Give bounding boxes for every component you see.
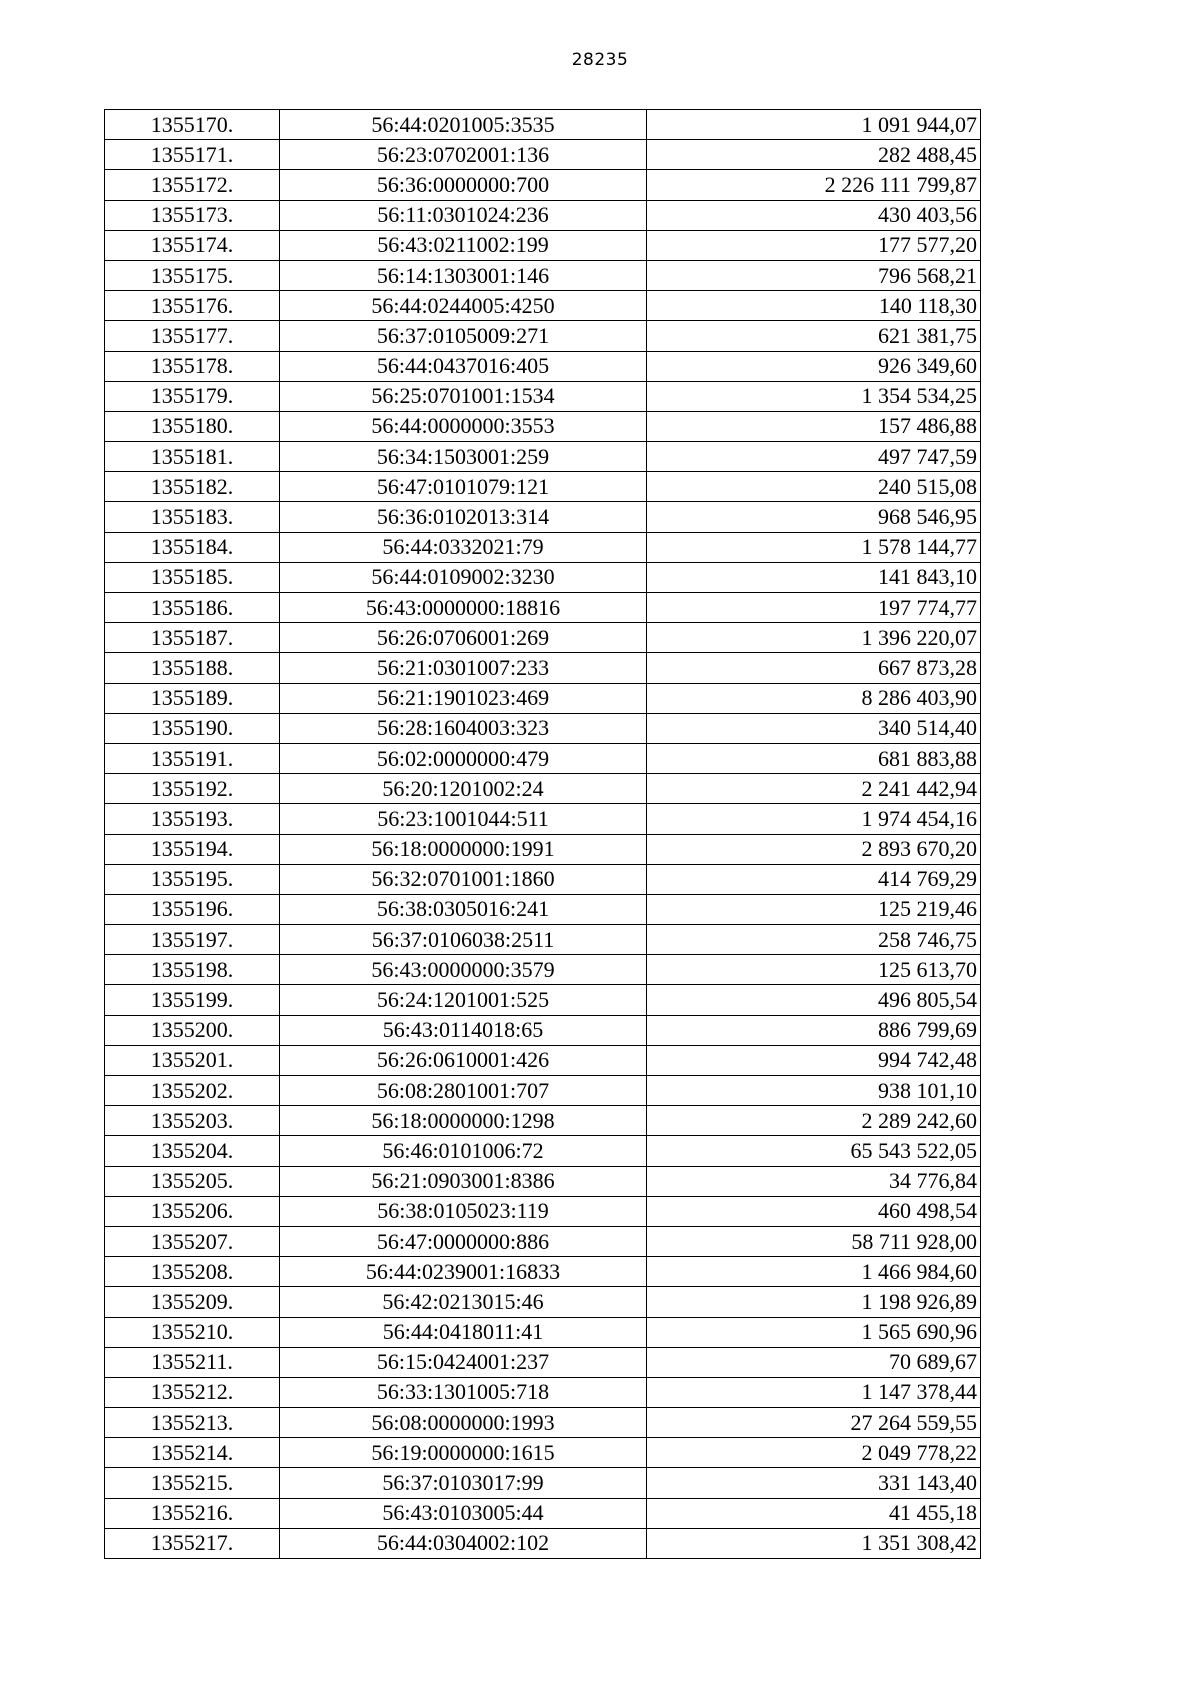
row-number-cell: 1355214.: [105, 1438, 280, 1468]
table-row: [105, 804, 981, 834]
table-row: [105, 291, 981, 321]
value-cell: 2 241 442,94: [647, 774, 981, 804]
row-number-cell: 1355195.: [105, 864, 280, 894]
cadastral-number-cell: 56:44:0304002:102: [280, 1528, 647, 1558]
table-row: [105, 1408, 981, 1438]
value-cell: 2 049 778,22: [647, 1438, 981, 1468]
row-number-cell: 1355205.: [105, 1166, 280, 1196]
value-cell: 258 746,75: [647, 925, 981, 955]
cadastral-number-cell: 56:32:0701001:1860: [280, 864, 647, 894]
table-row: [105, 1347, 981, 1377]
row-number-cell: 1355183.: [105, 502, 280, 532]
value-cell: 2 893 670,20: [647, 834, 981, 864]
value-cell: 2 289 242,60: [647, 1106, 981, 1136]
row-number-cell: 1355194.: [105, 834, 280, 864]
value-cell: 197 774,77: [647, 593, 981, 623]
cadastral-number-cell: 56:28:1604003:323: [280, 713, 647, 743]
row-number-cell: 1355186.: [105, 593, 280, 623]
row-number-cell: 1355197.: [105, 925, 280, 955]
cadastral-number-cell: 56:21:0301007:233: [280, 653, 647, 683]
cadastral-number-cell: 56:44:0109002:3230: [280, 562, 647, 592]
page-number: 28235: [571, 50, 629, 70]
row-number-cell: 1355172.: [105, 170, 280, 200]
row-number-cell: 1355180.: [105, 411, 280, 441]
cadastral-number-cell: 56:37:0105009:271: [280, 321, 647, 351]
cadastral-number-cell: 56:43:0211002:199: [280, 230, 647, 260]
table-row: [105, 774, 981, 804]
value-cell: 65 543 522,05: [647, 1136, 981, 1166]
row-number-cell: 1355178.: [105, 351, 280, 381]
row-number-cell: 1355203.: [105, 1106, 280, 1136]
value-cell: 1 974 454,16: [647, 804, 981, 834]
value-cell: 1 198 926,89: [647, 1287, 981, 1317]
table-row: [105, 411, 981, 441]
cadastral-number-cell: 56:37:0106038:2511: [280, 925, 647, 955]
cadastral-number-cell: 56:44:0201005:3535: [280, 110, 647, 140]
row-number-cell: 1355213.: [105, 1408, 280, 1438]
cadastral-number-cell: 56:19:0000000:1615: [280, 1438, 647, 1468]
value-cell: 1 354 534,25: [647, 381, 981, 411]
row-number-cell: 1355212.: [105, 1377, 280, 1407]
table-row: [105, 200, 981, 230]
table-row: [105, 562, 981, 592]
table-row: [105, 985, 981, 1015]
cadastral-number-cell: 56:44:0418011:41: [280, 1317, 647, 1347]
cadastral-number-cell: 56:46:0101006:72: [280, 1136, 647, 1166]
cadastral-number-cell: 56:36:0102013:314: [280, 502, 647, 532]
row-number-cell: 1355211.: [105, 1347, 280, 1377]
row-number-cell: 1355187.: [105, 623, 280, 653]
value-cell: 125 613,70: [647, 955, 981, 985]
table-row: [105, 925, 981, 955]
table-row: [105, 1045, 981, 1075]
row-number-cell: 1355199.: [105, 985, 280, 1015]
value-cell: 796 568,21: [647, 260, 981, 290]
value-cell: 2 226 111 799,87: [647, 170, 981, 200]
value-cell: 340 514,40: [647, 713, 981, 743]
row-number-cell: 1355191.: [105, 743, 280, 773]
cadastral-number-cell: 56:44:0437016:405: [280, 351, 647, 381]
cadastral-number-cell: 56:26:0610001:426: [280, 1045, 647, 1075]
cadastral-number-cell: 56:23:1001044:511: [280, 804, 647, 834]
registry-table: [104, 109, 981, 1559]
row-number-cell: 1355200.: [105, 1015, 280, 1045]
table-row: [105, 1468, 981, 1498]
table-row: [105, 864, 981, 894]
cadastral-number-cell: 56:11:0301024:236: [280, 200, 647, 230]
row-number-cell: 1355209.: [105, 1287, 280, 1317]
row-number-cell: 1355174.: [105, 230, 280, 260]
cadastral-number-cell: 56:18:0000000:1991: [280, 834, 647, 864]
value-cell: 968 546,95: [647, 502, 981, 532]
row-number-cell: 1355171.: [105, 140, 280, 170]
table-row: [105, 1106, 981, 1136]
cadastral-number-cell: 56:02:0000000:479: [280, 743, 647, 773]
row-number-cell: 1355192.: [105, 774, 280, 804]
table-row: [105, 1196, 981, 1226]
row-number-cell: 1355216.: [105, 1498, 280, 1528]
table-row: [105, 170, 981, 200]
value-cell: 27 264 559,55: [647, 1408, 981, 1438]
table-row: [105, 1226, 981, 1256]
value-cell: 1 147 378,44: [647, 1377, 981, 1407]
table-row: [105, 1498, 981, 1528]
table-row: [105, 894, 981, 924]
cadastral-number-cell: 56:21:0903001:8386: [280, 1166, 647, 1196]
value-cell: 994 742,48: [647, 1045, 981, 1075]
table-row: [105, 381, 981, 411]
row-number-cell: 1355207.: [105, 1226, 280, 1256]
table-row: [105, 442, 981, 472]
table-row: [105, 502, 981, 532]
value-cell: 496 805,54: [647, 985, 981, 1015]
value-cell: 1 466 984,60: [647, 1257, 981, 1287]
cadastral-number-cell: 56:20:1201002:24: [280, 774, 647, 804]
table-row: [105, 1317, 981, 1347]
cadastral-number-cell: 56:24:1201001:525: [280, 985, 647, 1015]
row-number-cell: 1355198.: [105, 955, 280, 985]
value-cell: 460 498,54: [647, 1196, 981, 1226]
row-number-cell: 1355170.: [105, 110, 280, 140]
cadastral-number-cell: 56:23:0702001:136: [280, 140, 647, 170]
value-cell: 1 351 308,42: [647, 1528, 981, 1558]
table-row: [105, 1015, 981, 1045]
table-row: [105, 110, 981, 140]
row-number-cell: 1355181.: [105, 442, 280, 472]
value-cell: 886 799,69: [647, 1015, 981, 1045]
cadastral-number-cell: 56:15:0424001:237: [280, 1347, 647, 1377]
row-number-cell: 1355193.: [105, 804, 280, 834]
value-cell: 141 843,10: [647, 562, 981, 592]
value-cell: 414 769,29: [647, 864, 981, 894]
value-cell: 430 403,56: [647, 200, 981, 230]
cadastral-number-cell: 56:44:0000000:3553: [280, 411, 647, 441]
cadastral-number-cell: 56:44:0239001:16833: [280, 1257, 647, 1287]
row-number-cell: 1355215.: [105, 1468, 280, 1498]
value-cell: 1 091 944,07: [647, 110, 981, 140]
value-cell: 667 873,28: [647, 653, 981, 683]
row-number-cell: 1355204.: [105, 1136, 280, 1166]
row-number-cell: 1355201.: [105, 1045, 280, 1075]
table-row: [105, 713, 981, 743]
value-cell: 58 711 928,00: [647, 1226, 981, 1256]
row-number-cell: 1355189.: [105, 683, 280, 713]
value-cell: 282 488,45: [647, 140, 981, 170]
row-number-cell: 1355182.: [105, 472, 280, 502]
value-cell: 1 396 220,07: [647, 623, 981, 653]
cadastral-number-cell: 56:43:0000000:3579: [280, 955, 647, 985]
row-number-cell: 1355184.: [105, 532, 280, 562]
cadastral-number-cell: 56:44:0332021:79: [280, 532, 647, 562]
cadastral-number-cell: 56:43:0103005:44: [280, 1498, 647, 1528]
row-number-cell: 1355190.: [105, 713, 280, 743]
row-number-cell: 1355173.: [105, 200, 280, 230]
table-row: [105, 1076, 981, 1106]
cadastral-number-cell: 56:43:0114018:65: [280, 1015, 647, 1045]
row-number-cell: 1355202.: [105, 1076, 280, 1106]
row-number-cell: 1355208.: [105, 1257, 280, 1287]
cadastral-number-cell: 56:44:0244005:4250: [280, 291, 647, 321]
table-row: [105, 230, 981, 260]
table-row: [105, 623, 981, 653]
cadastral-number-cell: 56:37:0103017:99: [280, 1468, 647, 1498]
cadastral-number-cell: 56:43:0000000:18816: [280, 593, 647, 623]
value-cell: 41 455,18: [647, 1498, 981, 1528]
row-number-cell: 1355176.: [105, 291, 280, 321]
table-row: [105, 351, 981, 381]
value-cell: 34 776,84: [647, 1166, 981, 1196]
table-row: [105, 1528, 981, 1558]
cadastral-number-cell: 56:08:2801001:707: [280, 1076, 647, 1106]
value-cell: 1 578 144,77: [647, 532, 981, 562]
table-row: [105, 1377, 981, 1407]
table-row: [105, 593, 981, 623]
row-number-cell: 1355217.: [105, 1528, 280, 1558]
value-cell: 497 747,59: [647, 442, 981, 472]
cadastral-number-cell: 56:14:1303001:146: [280, 260, 647, 290]
value-cell: 140 118,30: [647, 291, 981, 321]
value-cell: 331 143,40: [647, 1468, 981, 1498]
value-cell: 240 515,08: [647, 472, 981, 502]
cadastral-number-cell: 56:25:0701001:1534: [280, 381, 647, 411]
value-cell: 681 883,88: [647, 743, 981, 773]
row-number-cell: 1355188.: [105, 653, 280, 683]
value-cell: 8 286 403,90: [647, 683, 981, 713]
table-row: [105, 683, 981, 713]
cadastral-number-cell: 56:42:0213015:46: [280, 1287, 647, 1317]
table-row: [105, 1438, 981, 1468]
cadastral-number-cell: 56:47:0101079:121: [280, 472, 647, 502]
table-row: [105, 140, 981, 170]
table-row: [105, 532, 981, 562]
row-number-cell: 1355179.: [105, 381, 280, 411]
table-row: [105, 472, 981, 502]
row-number-cell: 1355196.: [105, 894, 280, 924]
row-number-cell: 1355210.: [105, 1317, 280, 1347]
table-row: [105, 1257, 981, 1287]
cadastral-number-cell: 56:26:0706001:269: [280, 623, 647, 653]
cadastral-number-cell: 56:34:1503001:259: [280, 442, 647, 472]
value-cell: 125 219,46: [647, 894, 981, 924]
value-cell: 938 101,10: [647, 1076, 981, 1106]
table-row: [105, 321, 981, 351]
cadastral-number-cell: 56:21:1901023:469: [280, 683, 647, 713]
cadastral-number-cell: 56:38:0305016:241: [280, 894, 647, 924]
value-cell: 157 486,88: [647, 411, 981, 441]
value-cell: 621 381,75: [647, 321, 981, 351]
row-number-cell: 1355206.: [105, 1196, 280, 1226]
row-number-cell: 1355175.: [105, 260, 280, 290]
table-row: [105, 260, 981, 290]
row-number-cell: 1355185.: [105, 562, 280, 592]
cadastral-number-cell: 56:38:0105023:119: [280, 1196, 647, 1226]
table-row: [105, 955, 981, 985]
row-number-cell: 1355177.: [105, 321, 280, 351]
cadastral-number-cell: 56:36:0000000:700: [280, 170, 647, 200]
table-row: [105, 1287, 981, 1317]
value-cell: 177 577,20: [647, 230, 981, 260]
value-cell: 1 565 690,96: [647, 1317, 981, 1347]
table-row: [105, 1136, 981, 1166]
registry-table-body: [105, 110, 981, 1559]
table-row: [105, 834, 981, 864]
table-row: [105, 743, 981, 773]
cadastral-number-cell: 56:08:0000000:1993: [280, 1408, 647, 1438]
cadastral-number-cell: 56:18:0000000:1298: [280, 1106, 647, 1136]
cadastral-number-cell: 56:47:0000000:886: [280, 1226, 647, 1256]
table-row: [105, 1166, 981, 1196]
table-row: [105, 653, 981, 683]
cadastral-number-cell: 56:33:1301005:718: [280, 1377, 647, 1407]
value-cell: 926 349,60: [647, 351, 981, 381]
value-cell: 70 689,67: [647, 1347, 981, 1377]
